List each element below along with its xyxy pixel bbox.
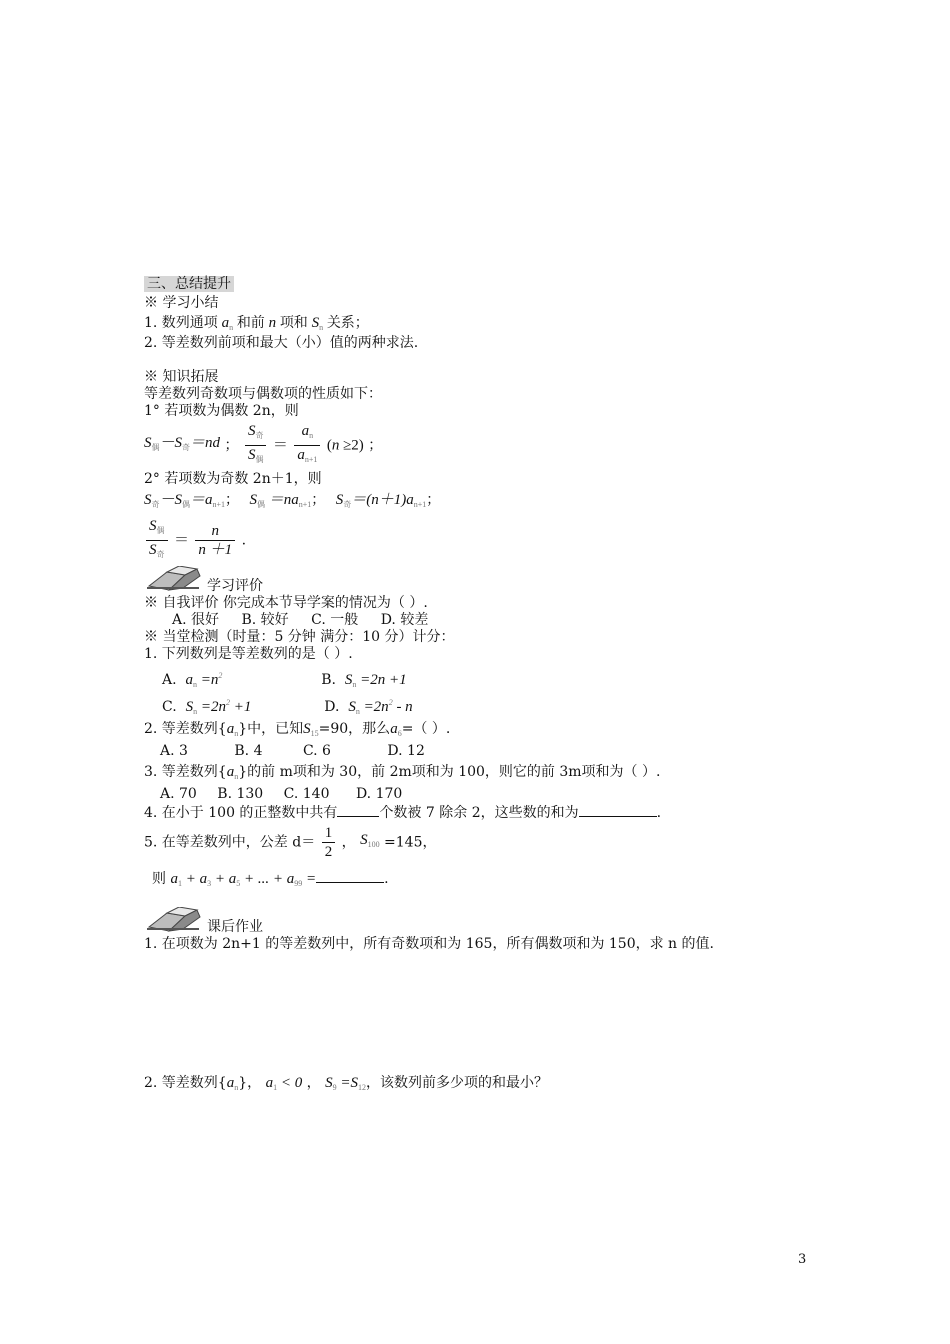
extension-heading: ※ 知识拓展: [144, 369, 219, 385]
question-1: 1. 下列数列是等差数列的是（ ）.: [144, 646, 353, 662]
option-d: D. 较差: [380, 612, 429, 628]
book-icon: [145, 566, 203, 592]
question-5-line-2: 则 $a_1 + a_3 + a_5$ + ... + $a_{99}$ = .: [152, 868, 389, 893]
summary-item-1: 1. 数列通项 $a_n$ 和前 n 项和 $S_n$ 关系；: [144, 315, 369, 332]
question-2: 2. 等差数列$\{a_n\}$中，已知$S_{15}=90$，那么$a_6=$（ ）.: [144, 721, 451, 738]
answer-blank[interactable]: [337, 802, 379, 817]
self-evaluation: ※ 自我评价 你完成本节导学案的情况为（ ）.: [144, 595, 428, 611]
question-2-options: A. 3 B. 4 C. 6 D. 12: [160, 743, 425, 759]
option-b: B. 较好: [241, 612, 289, 628]
test-heading: ※ 当堂检测（时量：5 分钟 满分：10 分）计分：: [144, 629, 455, 645]
self-eval-options: [172, 611, 446, 629]
homework-problem-2: 2. 等差数列$\{a_n\}$， $a_1 < 0$ ， $S_9 =S_{12}$，该数列前多少项的和最小？: [144, 1075, 548, 1092]
book-icon: [145, 907, 203, 933]
option-c: C. 一般: [311, 612, 359, 628]
formula-even-case: $S_偶-S_奇=nd$ ； $\frac{S_奇}{S_偶}$ ＝ $\frac{a_n}{a_{n+1}}$ (n ≥2) ；: [144, 423, 383, 464]
question-1-options-ab: A. $a_n =n^2$ B. $S_n =2n +1$: [162, 671, 407, 689]
question-3: 3. 等差数列$\{a_n\}$的前 m项和为 30，前 2m项和为 100，则它的前 3m项和为（ ）.: [144, 764, 661, 781]
answer-blank[interactable]: [316, 868, 384, 883]
learning-summary-heading: ※ 学习小结: [144, 295, 219, 311]
section-title: 三、总结提升: [144, 275, 234, 293]
question-1-options-cd: C. $S_n =2n^2 +1$ D. $S_n =2n^2 - n$: [162, 698, 413, 716]
extension-intro: 等差数列奇数项与偶数项的性质如下：: [144, 386, 382, 402]
answer-blank[interactable]: [579, 802, 657, 817]
homework-heading: 课后作业: [207, 919, 263, 935]
formula-odd-ratio: $\frac{S_偶}{S_奇}$ ＝ $\frac{n}{n +1}$ .: [144, 517, 246, 564]
question-5: 5. 在等差数列中，公差 d＝ $\frac{1}{2}$ ， $S_{100} =145$，: [144, 825, 437, 860]
extension-case-1: 1° 若项数为偶数 2n，则: [144, 403, 299, 419]
option-a: A. 很好: [172, 612, 220, 628]
question-4: 4. 在小于 100 的正整数中共有 个数被 7 除余 2，这些数的和为 .: [144, 802, 661, 822]
formula-odd-case: $S_奇-S_偶=a_{n+1}$； $S_偶 =na_{n+1}$； $S_奇=(n+1)a_{n+1}$；: [144, 492, 441, 509]
page-number: 3: [798, 1252, 807, 1267]
extension-case-2: 2° 若项数为奇数 2n＋1，则: [144, 471, 322, 487]
evaluation-heading: 学习评价: [207, 578, 263, 594]
question-3-options: A. 70 B. 130 C. 140 D. 170: [160, 786, 403, 802]
homework-problem-1: 1. 在项数为 2n+1 的等差数列中，所有奇数项和为 165，所有偶数项和为 150，求 n 的值.: [144, 936, 714, 952]
summary-item-2: 2. 等差数列前项和最大（小）值的两种求法.: [144, 335, 419, 351]
